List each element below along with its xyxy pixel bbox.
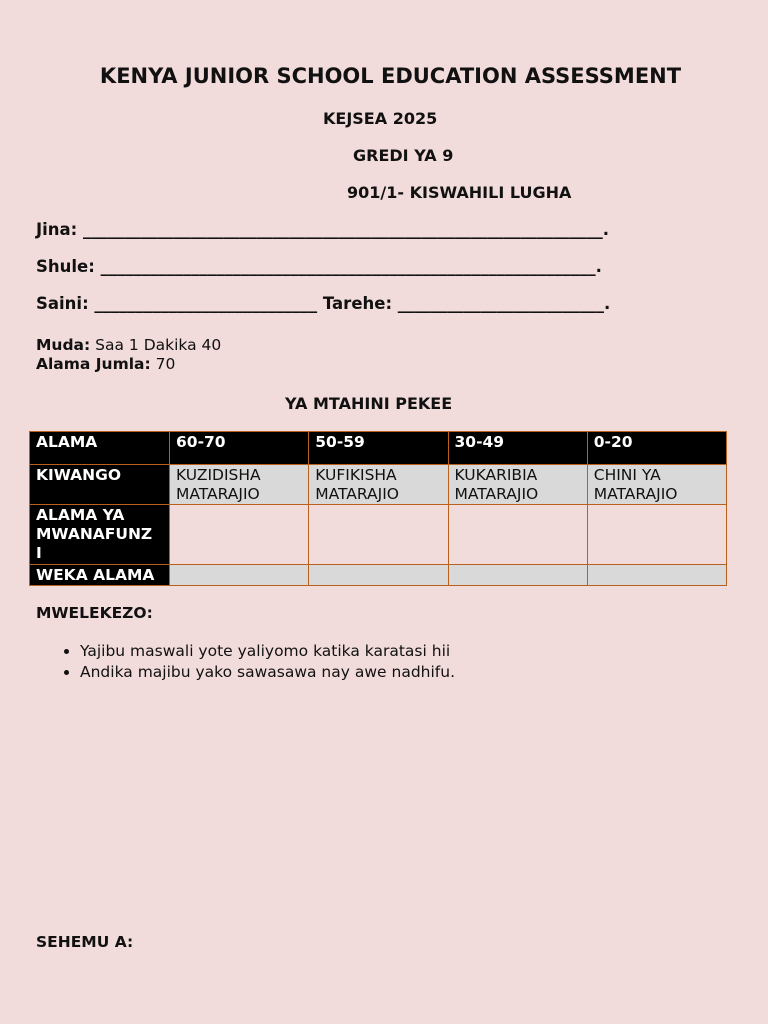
- student-score-cell[interactable]: [170, 505, 309, 565]
- level-cell: KUZIDISHA MATARAJIO: [170, 465, 309, 505]
- exam-code: KEJSEA 2025: [323, 109, 438, 128]
- row-label-alama: ALAMA: [30, 432, 170, 465]
- duration-value: Saa 1 Dakika 40: [90, 336, 222, 354]
- instructions-list: [36, 641, 455, 683]
- tick-cell[interactable]: [448, 565, 587, 586]
- total-marks-label: Alama Jumla:: [36, 355, 151, 373]
- row-label-student-score: ALAMA YA MWANAFUNZ I: [30, 505, 170, 565]
- student-score-cell[interactable]: [587, 505, 726, 565]
- grade-label: GREDI YA 9: [353, 146, 454, 165]
- score-range-cell: 60-70: [170, 432, 309, 465]
- paper-title: 901/1- KISWAHILI LUGHA: [347, 183, 572, 202]
- score-range-cell: 0-20: [587, 432, 726, 465]
- tick-cell[interactable]: [587, 565, 726, 586]
- signature-field[interactable]: Saini: ___________________________: [36, 294, 318, 313]
- level-cell: KUKARIBIA MATARAJIO: [448, 465, 587, 505]
- table-row: [30, 432, 727, 465]
- list-item: • Andika majibu yako sawasawa nay awe nadhifu.: [80, 662, 455, 683]
- score-range-cell: 30-49: [448, 432, 587, 465]
- score-range-cell: 50-59: [309, 432, 448, 465]
- table-row: [30, 505, 727, 565]
- row-label-kiwango: KIWANGO: [30, 465, 170, 505]
- instructions-heading: MWELEKEZO:: [36, 604, 153, 622]
- date-field[interactable]: Tarehe: _________________________.: [322, 294, 611, 313]
- table-row: [30, 565, 727, 586]
- table-row: [30, 465, 727, 505]
- duration-label: Muda:: [36, 336, 91, 354]
- name-field[interactable]: Jina: _______________________________________________________________.: [36, 220, 610, 239]
- student-score-cell[interactable]: [309, 505, 448, 565]
- list-item: • Yajibu maswali yote yaliyomo katika karatasi hii: [80, 641, 455, 662]
- tick-cell[interactable]: [170, 565, 309, 586]
- level-cell: KUFIKISHA MATARAJIO: [309, 465, 448, 505]
- school-field[interactable]: Shule: ____________________________________________________________.: [36, 257, 602, 276]
- section-heading: SEHEMU A:: [36, 933, 134, 951]
- total-marks-value: 70: [150, 355, 176, 373]
- total-marks-line: [36, 355, 175, 373]
- signature-date-row: [36, 294, 610, 313]
- examiner-only-heading: YA MTAHINI PEKEE: [285, 394, 453, 413]
- score-table: [29, 431, 727, 586]
- row-label-tick: WEKA ALAMA: [30, 565, 170, 586]
- document-title: KENYA JUNIOR SCHOOL EDUCATION ASSESSMENT: [99, 64, 682, 88]
- student-score-cell[interactable]: [448, 505, 587, 565]
- level-cell: CHINI YA MATARAJIO: [587, 465, 726, 505]
- tick-cell[interactable]: [309, 565, 448, 586]
- duration-line: [36, 336, 221, 354]
